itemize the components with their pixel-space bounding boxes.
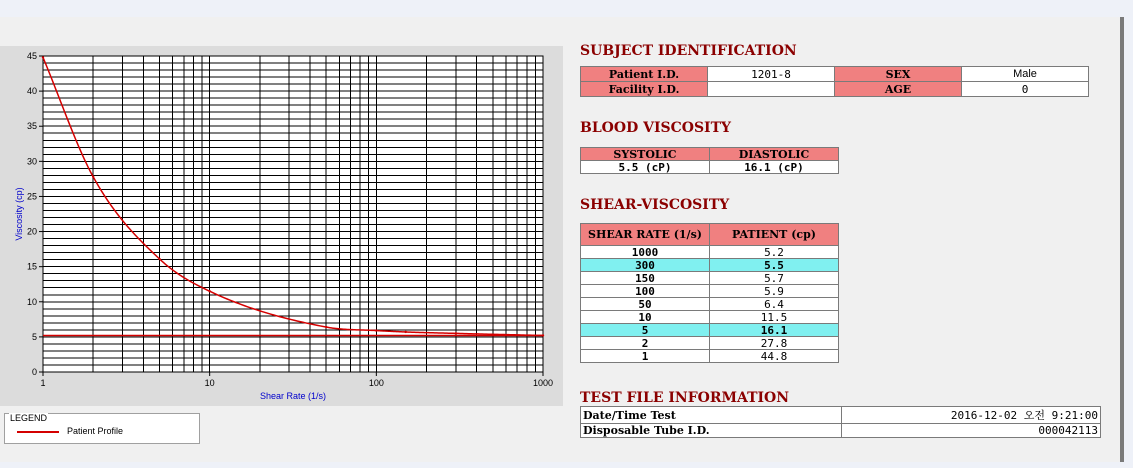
data-point — [542, 334, 544, 336]
data-point — [325, 326, 327, 328]
shear-rate-header: SHEAR RATE (1/s) — [581, 224, 710, 246]
sex-label: SEX — [835, 67, 962, 82]
patient-cell: 5.7 — [710, 272, 839, 285]
shear-rate-cell: 1000 — [581, 246, 710, 259]
data-point — [92, 176, 94, 178]
shear-rate-cell: 10 — [581, 311, 710, 324]
data-point — [404, 331, 406, 333]
table-row — [581, 259, 839, 272]
x-tick-label: 10 — [204, 378, 215, 388]
patient-cell: 16.1 — [710, 324, 839, 337]
y-tick-label: 5 — [31, 331, 37, 342]
table-row — [581, 272, 839, 285]
shear-rate-cell: 50 — [581, 298, 710, 311]
datetime-label: Date/Time Test — [581, 407, 842, 424]
age-label: AGE — [835, 82, 962, 97]
patient-header: PATIENT (cp) — [710, 224, 839, 246]
x-tick-label: 1 — [40, 378, 46, 388]
chart-svg — [0, 46, 563, 406]
table-row — [581, 246, 839, 259]
tube-id-value: 000042113 — [842, 424, 1101, 438]
data-point — [158, 258, 160, 260]
y-tick-label: 10 — [26, 296, 37, 307]
patient-id-value: 1201-8 — [708, 67, 835, 82]
vertical-scrollbar[interactable] — [1120, 17, 1124, 462]
patient-cell: 5.2 — [710, 246, 839, 259]
y-tick-label: 25 — [26, 191, 37, 202]
shear-rate-cell: 100 — [581, 285, 710, 298]
table-row — [581, 350, 839, 363]
patient-cell: 6.4 — [710, 298, 839, 311]
legend-entry: Patient Profile — [67, 426, 124, 436]
data-point — [455, 332, 457, 334]
legend-swatch — [17, 431, 59, 433]
file-section-title: TEST FILE INFORMATION — [580, 390, 790, 406]
legend-box — [4, 413, 200, 444]
shear-rate-cell: 150 — [581, 272, 710, 285]
systolic-label: SYSTOLIC — [581, 148, 710, 161]
facility-id-label: Facility I.D. — [581, 82, 708, 97]
x-axis-label: Shear Rate (1/s) — [259, 391, 327, 401]
y-tick-label: 0 — [31, 367, 37, 377]
patient-cell: 5.9 — [710, 285, 839, 298]
patient-cell: 27.8 — [710, 337, 839, 350]
table-row — [581, 298, 839, 311]
blood-viscosity-section-title: BLOOD VISCOSITY — [580, 120, 732, 136]
data-point — [375, 329, 377, 331]
shear-viscosity-table — [580, 223, 839, 363]
systolic-value: 5.5 (cP) — [581, 161, 710, 174]
data-point — [208, 290, 210, 292]
y-tick-label: 15 — [26, 261, 37, 272]
table-row — [581, 324, 839, 337]
shear-rate-cell: 300 — [581, 259, 710, 272]
x-tick-label: 1000 — [532, 378, 554, 388]
y-tick-label: 45 — [26, 51, 37, 61]
file-info-table — [580, 406, 1101, 438]
datetime-value: 2016-12-02 오전 9:21:00 — [842, 407, 1101, 424]
table-row — [581, 285, 839, 298]
age-value: 0 — [962, 82, 1089, 97]
patient-cell: 11.5 — [710, 311, 839, 324]
viscosity-chart — [0, 46, 563, 406]
blood-viscosity-table — [580, 147, 839, 174]
diastolic-value: 16.1 (cP) — [710, 161, 839, 174]
y-tick-label: 35 — [26, 121, 37, 132]
y-tick-label: 30 — [26, 156, 37, 167]
legend-title: LEGEND — [10, 413, 48, 423]
shear-rate-cell: 5 — [581, 324, 710, 337]
tube-id-label: Disposable Tube I.D. — [581, 424, 842, 438]
subject-table — [580, 66, 1089, 97]
shear-rate-cell: 1 — [581, 350, 710, 363]
patient-cell: 5.5 — [710, 259, 839, 272]
table-row — [581, 337, 839, 350]
x-tick-label: 100 — [368, 378, 384, 388]
y-axis-label: Viscosity (cp) — [14, 187, 24, 241]
sex-value: Male — [962, 67, 1089, 82]
patient-cell: 44.8 — [710, 350, 839, 363]
diastolic-label: DIASTOLIC — [710, 148, 839, 161]
facility-id-value — [708, 82, 835, 97]
patient-id-label: Patient I.D. — [581, 67, 708, 82]
y-tick-label: 40 — [26, 86, 37, 97]
shear-rate-cell: 2 — [581, 337, 710, 350]
shear-section-title: SHEAR-VISCOSITY — [580, 197, 730, 213]
subject-section-title: SUBJECT IDENTIFICATION — [580, 43, 797, 59]
y-tick-label: 20 — [26, 226, 37, 237]
data-point — [42, 56, 44, 58]
table-row — [581, 311, 839, 324]
